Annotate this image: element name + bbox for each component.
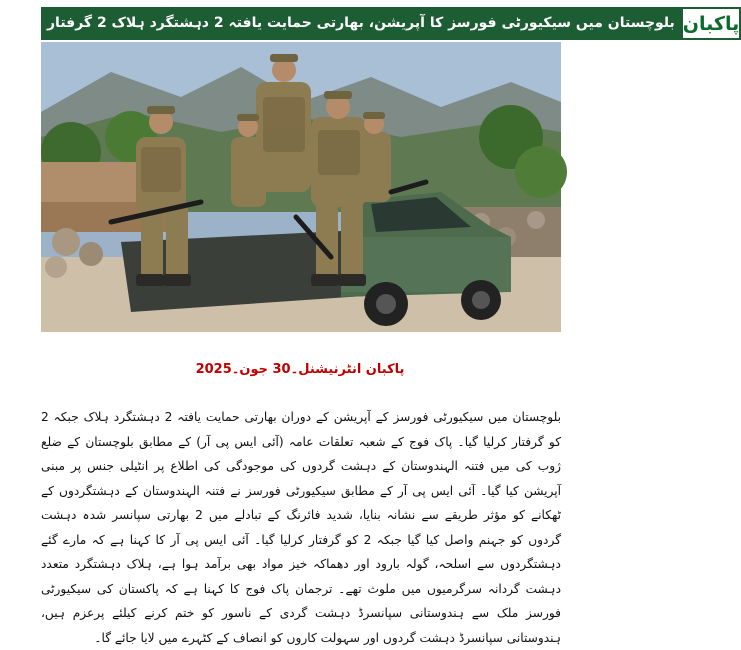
dateline: پاکبان انٹرنیشنل۔30 جون۔2025 <box>195 362 405 377</box>
article-body: بلوچستان میں سیکیورٹی فورسز کے آپریشن کے دوران بھارتی حمایت یافتہ 2 دہشتگرد ہلاک جبکہ 2 کو گرفتار کرلیا گیا۔ پاک فوج کے شعبہ تعلقات عامہ (آئی ایس پی آر) کے مطابق بلوچستان کے ضلع ژوب کی میں فتنہ الہندوستان کے دہشت گردوں کی موجودگی کی اطلاع پر انٹیلی جنس پر مبنی آپریشن کیا گیا۔ آئی ایس پی آر کے مطابق سیکیورٹی فورسز نے فتنہ الہندوستان کے دہشتگردوں کے ٹھکانے کو مؤثر طریقے سے نشانہ بنایا، شدید فائرنگ کے تبادلے میں 2 بھارتی سپانسر شدہ دہشت گردوں کو جہنم واصل کیا گیا جبکہ 2 کو گرفتار کرلیا گیا۔ آئی ایس پی آر کا کہنا ہے کہ مارے گئے دہشتگردوں سے اسلحہ، گولہ بارود اور دھماکہ خیز مواد بھی برآمد ہوا ہے، ہلاک دہشتگرد متعدد دہشت گردانہ سرگرمیوں میں ملوث تھے۔ ترجمان پاک فوج کا کہنا ہے کہ پاکستان کی سیکیورٹی فورسز ملک سے ہندوستانی سپانسرڈ دہشت گردی کے ناسور کو ختم کرنے کیلئے پرعزم ہیں، ہندوستانی سپانسرڈ دہشت گردوں اور سہولت کاروں کو انصاف کے کٹہرے میں لایا جائے گا۔ <box>41 410 562 645</box>
soldiers-on-pickup-truck-photo-icon <box>41 42 561 332</box>
news-photo <box>41 42 561 332</box>
headline-banner <box>41 7 740 40</box>
brand-logo: پاکبان <box>681 7 741 40</box>
headline-text: بلوچستان میں سیکیورٹی فورسز کا آپریشن، بھارتی حمایت یافتہ 2 دہشتگرد ہلاک 2 گرفتار <box>41 7 681 40</box>
